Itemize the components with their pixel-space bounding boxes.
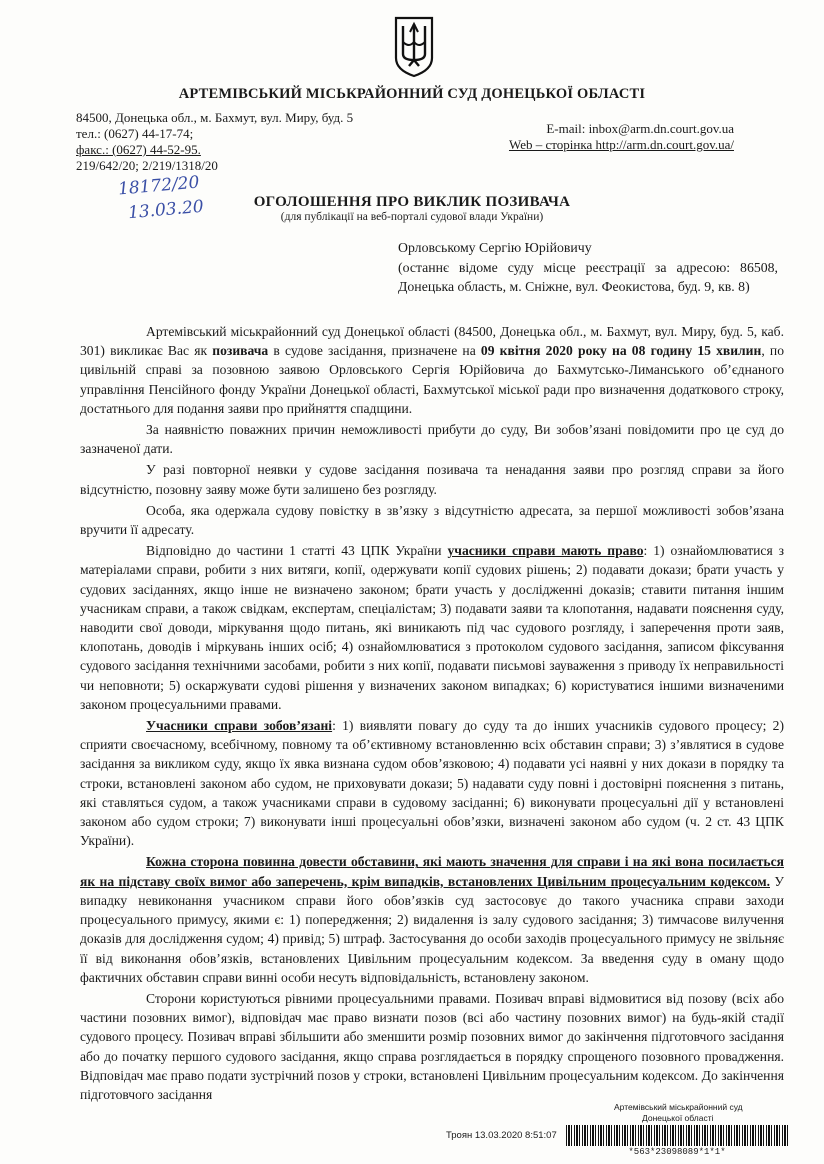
recipient-address: (останнє відоме суду місце реєстрації за адресою: 86508, Донецька область, м. Сніжне, вул. Феокистова, буд. 9, кв. 8) <box>398 259 778 294</box>
registration-timestamp: Троян 13.03.2020 8:51:07 <box>446 1130 557 1141</box>
case-numbers: 219/642/20; 2/219/1318/20 <box>76 158 218 173</box>
paragraph-absence: У разі повторної неявки у судове засідання позивача та ненадання заяви про розгляд справи за його відсутністю, позовну заяву може бути залишено без розгляду. <box>80 462 784 497</box>
barcode-number: *563*23098089*1*1* <box>628 1147 726 1157</box>
court-fax: факс.: (0627) 44-52-95. <box>76 142 201 157</box>
paragraph-equal-rights: Сторони користуються рівними процесуальними правами. Позивач вправі відмовитися від позову (всіх або частини позовних вимог), відповідач має право визнати позов (всі або частину позовних вимог) на будь-якій стадії судового процесу. Позивач вправі збільшити або зменшити розмір позовних вимог до закінчення підготовчого засідання або до початку першого судового засідання, якщо справа розглядається в порядку спрощеного позовного провадження. Відповідач має право подати зустрічний позов у строки, встановлені Цивільним процесуальним кодексом. До закінчення підготовчого засідання <box>80 990 784 1102</box>
recipient-block <box>398 238 778 297</box>
notice-subtitle: (для публікації на веб-порталі судової влади України) <box>280 211 544 223</box>
paragraph-rights: Відповідно до частини 1 статті 43 ЦПК України учасники справи мають право: 1) ознайомлюватися з матеріалами справи, робити з них витяги, копії, одержувати копії судових рішень; 2) подавати докази; брати участь у судових засіданнях, якщо інше не визначено законом; брати участь у дослідженні доказів; ставити питання іншим учасникам справи, а також свідкам, експертам, спеціалістам; 3) подавати заяви та клопотання, надавати пояснення суду, наводити свої доводи, міркування щодо питань, які виникають під час судового розгляду, і заперечення проти заяв, клопотань, доводів і міркувань інших осіб; 4) ознайомлюватися з протоколом судового засідання, записом фіксування судового засідання технічними засобами, робити з них копії, подавати письмові зауваження з приводу їх неправильності чи неповноти; 5) оскаржувати судові рішення у визначених законом випадках; 6) користуватися іншими визначеними законом процесуальними правами. <box>80 543 784 712</box>
court-name: АРТЕМІВСЬКИЙ МІСЬКРАЙОННИЙ СУД ДОНЕЦЬКОЇ ОБЛАСТІ <box>178 86 646 102</box>
paragraph-duties: Учасники справи зобов’язані: 1) виявляти повагу до суду та до інших учасників судового процесу; 2) сприяти своєчасному, всебічному, повному та об’єктивному встановленню всіх обставин справи; 3) з’являтися в судове засідання за викликом суду, якщо їх явка визнана судом обов’язковою; 4) подавати усі наявні у них докази в порядку та строки, встановлені законом або судом, не приховувати докази; 5) надавати суду повні і достовірні пояснення з питань, які ставляться судом, а також учасниками справи в судовому засіданні; 6) виконувати процесуальні дії у встановлені законом або судом строки; 7) виконувати інші процесуальні обов’язки, визначені законом або судом (ч. 2 ст. 43 ЦПК України). <box>80 718 784 849</box>
notice-body <box>80 322 784 1106</box>
notice-title: ОГОЛОШЕННЯ ПРО ВИКЛИК ПОЗИВАЧА <box>253 194 571 210</box>
paragraph-notify: За наявністю поважних причин неможливості прибути до суду, Ви зобов’язані повідомити про це суд до зазначеної дати. <box>80 422 784 457</box>
recipient-name: Орловському Сергію Юрійовичу <box>398 240 592 255</box>
stamp-court-line1: Артемівський міськрайонний суд <box>614 1102 743 1112</box>
coat-of-arms-icon <box>393 14 435 78</box>
paragraph-delivery: Особа, яка одержала судову повістку в зв’язку з відсутністю адресата, за першої можливості зобов’язана вручити її адресату. <box>80 502 784 538</box>
stamp-court-line2: Донецької області <box>642 1113 714 1123</box>
court-address: 84500, Донецька обл., м. Бахмут, вул. Миру, буд. 5 <box>76 110 354 125</box>
handwritten-date: 13.03.20 <box>127 196 205 224</box>
paragraph-burden: Кожна сторона повинна довести обставини, які мають значення для справи і на які вона посилається як на підставу своїх вимог або заперечень, крім випадків, встановлених Цивільним процесуальним кодексом. У випадку невиконання учасником справи його обов’язків суд застосовує до такого учасника справи заходи процесуального примусу, якими є: 1) попередження; 2) видалення із залу судового засідання; 3) тимчасове вилучення доказів для дослідження судом; 4) привід; 5) штраф. Застосування до особи заходів процесуального примусу не звільняє її від виконання обов’язків, встановлених Цивільним процесуальним кодексом. За введення суду в оману щодо фактичних обставин справи винні особи несуть відповідальність, встановлену законом. <box>80 854 784 985</box>
court-phone: тел.: (0627) 44-17-74; <box>76 126 194 141</box>
barcode <box>566 1125 788 1146</box>
paragraph-summons: Артемівський міськрайонний суд Донецької області (84500, Донецька обл., м. Бахмут, вул. Миру, буд. 5, каб. 301) викликає Вас як позивача в судове засідання, призначене на 09 квітня 2020 року на 08 годину 15 хвилин, по цивільній справі за позовною заявою Орловського Сергія Юрійовича до Бахмутсько-Лиманського об’єднаного управління Пенсійного фонду України Донецької області, Бахмутської міської ради про визначення додаткового строку, достатнього для подання заяви про прийняття спадщини. <box>80 324 785 416</box>
court-email: E-mail: inbox@arm.dn.court.gov.ua <box>546 121 734 136</box>
handwritten-reference: 18172/20 <box>117 172 201 200</box>
court-web: Web – сторінка http://arm.dn.court.gov.ua/ <box>508 137 734 152</box>
